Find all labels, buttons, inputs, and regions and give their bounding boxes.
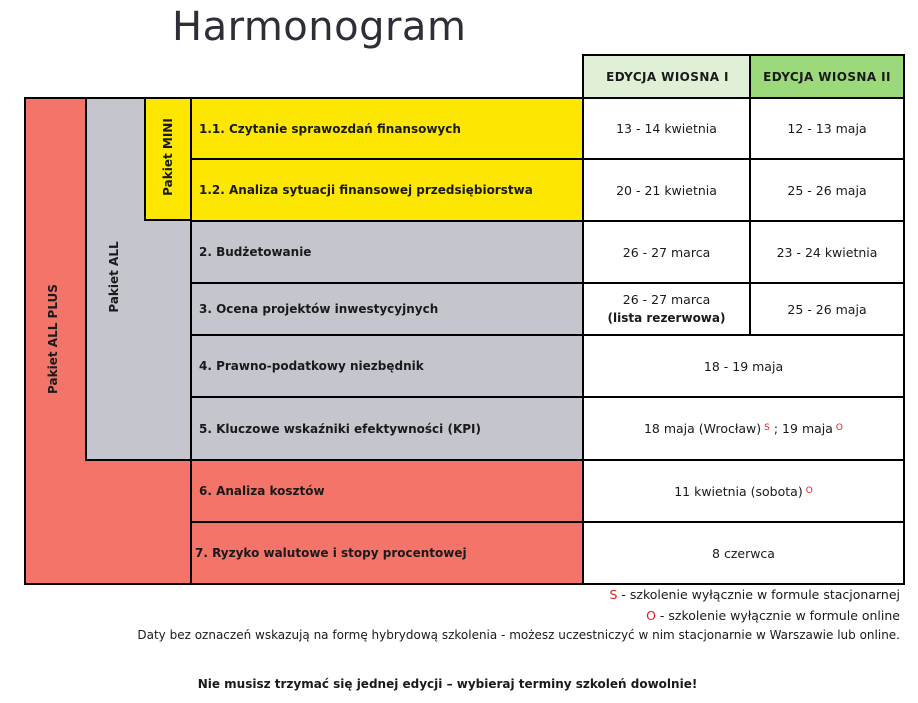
date-text: 11 kwietnia (sobota): [674, 483, 803, 499]
column-header-label: EDYCJA WIOSNA I: [606, 69, 729, 84]
date-text: 26 - 27 marca: [622, 292, 711, 307]
topic-cell: [190, 158, 584, 222]
date-cell-both-editions: [582, 334, 905, 398]
column-header-edition-2: [749, 54, 905, 99]
topic-cell: [190, 282, 584, 336]
topic-cell: [190, 459, 584, 523]
date-cell-edition-2: [749, 220, 905, 284]
date-cell-edition-1: [582, 158, 751, 222]
date-cell-edition-1: [582, 220, 751, 284]
date-cell-both-editions: [582, 521, 905, 585]
topic-cell: [190, 97, 584, 160]
legend-hybrid: Daty bez oznaczeń wskazują na formę hybrydową szkolenia - możesz uczestniczyć w nim stacjonarnie w Warszawie lub online.: [137, 628, 900, 642]
topic-label: 2. Budżetowanie: [199, 245, 312, 259]
package-all-plus-label: Pakiet ALL PLUS: [46, 284, 60, 394]
stationary-marker: S: [609, 587, 618, 602]
topic-label: 6. Analiza kosztów: [199, 484, 325, 498]
date-text: 8 czerwca: [712, 545, 775, 561]
legend-stationary: [609, 587, 900, 602]
legend-text: - szkolenie wyłącznie w formule online: [655, 608, 900, 623]
date-text: 20 - 21 kwietnia: [616, 182, 717, 198]
online-marker: O: [805, 485, 813, 496]
date-text: 12 - 13 maja: [787, 121, 867, 136]
date-text: ; 19 maja: [773, 421, 833, 436]
date-text: 23 - 24 kwietnia: [776, 244, 878, 260]
date-text: 26 - 27 marca: [622, 244, 711, 260]
date-cell-edition-2: [749, 158, 905, 222]
topic-cell: [190, 220, 584, 284]
topic-label: 3. Ocena projektów inwestycyjnych: [199, 302, 439, 316]
stationary-marker: S: [764, 423, 770, 433]
topic-label: 7. Ryzyko walutowe i stopy procentowej: [195, 546, 467, 560]
page-title: Harmonogram: [172, 4, 467, 50]
date-text: 18 - 19 maja: [703, 358, 784, 374]
date-cell-edition-1: [582, 97, 751, 160]
topic-label: 1.2. Analiza sytuacji finansowej przedsiębiorstwa: [199, 183, 533, 197]
date-cell-edition-1: [582, 282, 751, 336]
flexibility-note: Nie musisz trzymać się jednej edycji – wybieraj terminy szkoleń dowolnie!: [197, 677, 698, 691]
date-cell-both-editions: [582, 396, 905, 461]
column-header-label: EDYCJA WIOSNA II: [763, 69, 891, 84]
date-cell-both-editions: [582, 459, 905, 523]
topic-cell: [190, 521, 584, 585]
date-text: 18 maja (Wrocław): [643, 421, 762, 436]
date-text: 13 - 14 kwietnia: [616, 121, 717, 136]
topic-cell: [190, 396, 584, 461]
topic-cell: [190, 334, 584, 398]
online-marker: O: [835, 423, 844, 433]
date-text: 25 - 26 maja: [787, 301, 867, 317]
topic-label: 4. Prawno-podatkowy niezbędnik: [199, 359, 424, 373]
online-marker: O: [646, 608, 656, 623]
legend-text: - szkolenie wyłącznie w formule stacjonarnej: [617, 587, 900, 602]
date-cell-edition-2: [749, 97, 905, 160]
topic-label: 5. Kluczowe wskaźniki efektywności (KPI): [199, 421, 481, 436]
package-mini-label: Pakiet MINI: [161, 118, 175, 196]
package-all-label: Pakiet ALL: [107, 241, 121, 313]
legend-online: [646, 608, 900, 623]
date-text: 25 - 26 maja: [787, 182, 867, 198]
reserve-list-note: (lista rezerwowa): [607, 311, 726, 325]
topic-label: 1.1. Czytanie sprawozdań finansowych: [199, 121, 461, 136]
date-cell-edition-2: [749, 282, 905, 336]
column-header-edition-1: [582, 54, 751, 99]
